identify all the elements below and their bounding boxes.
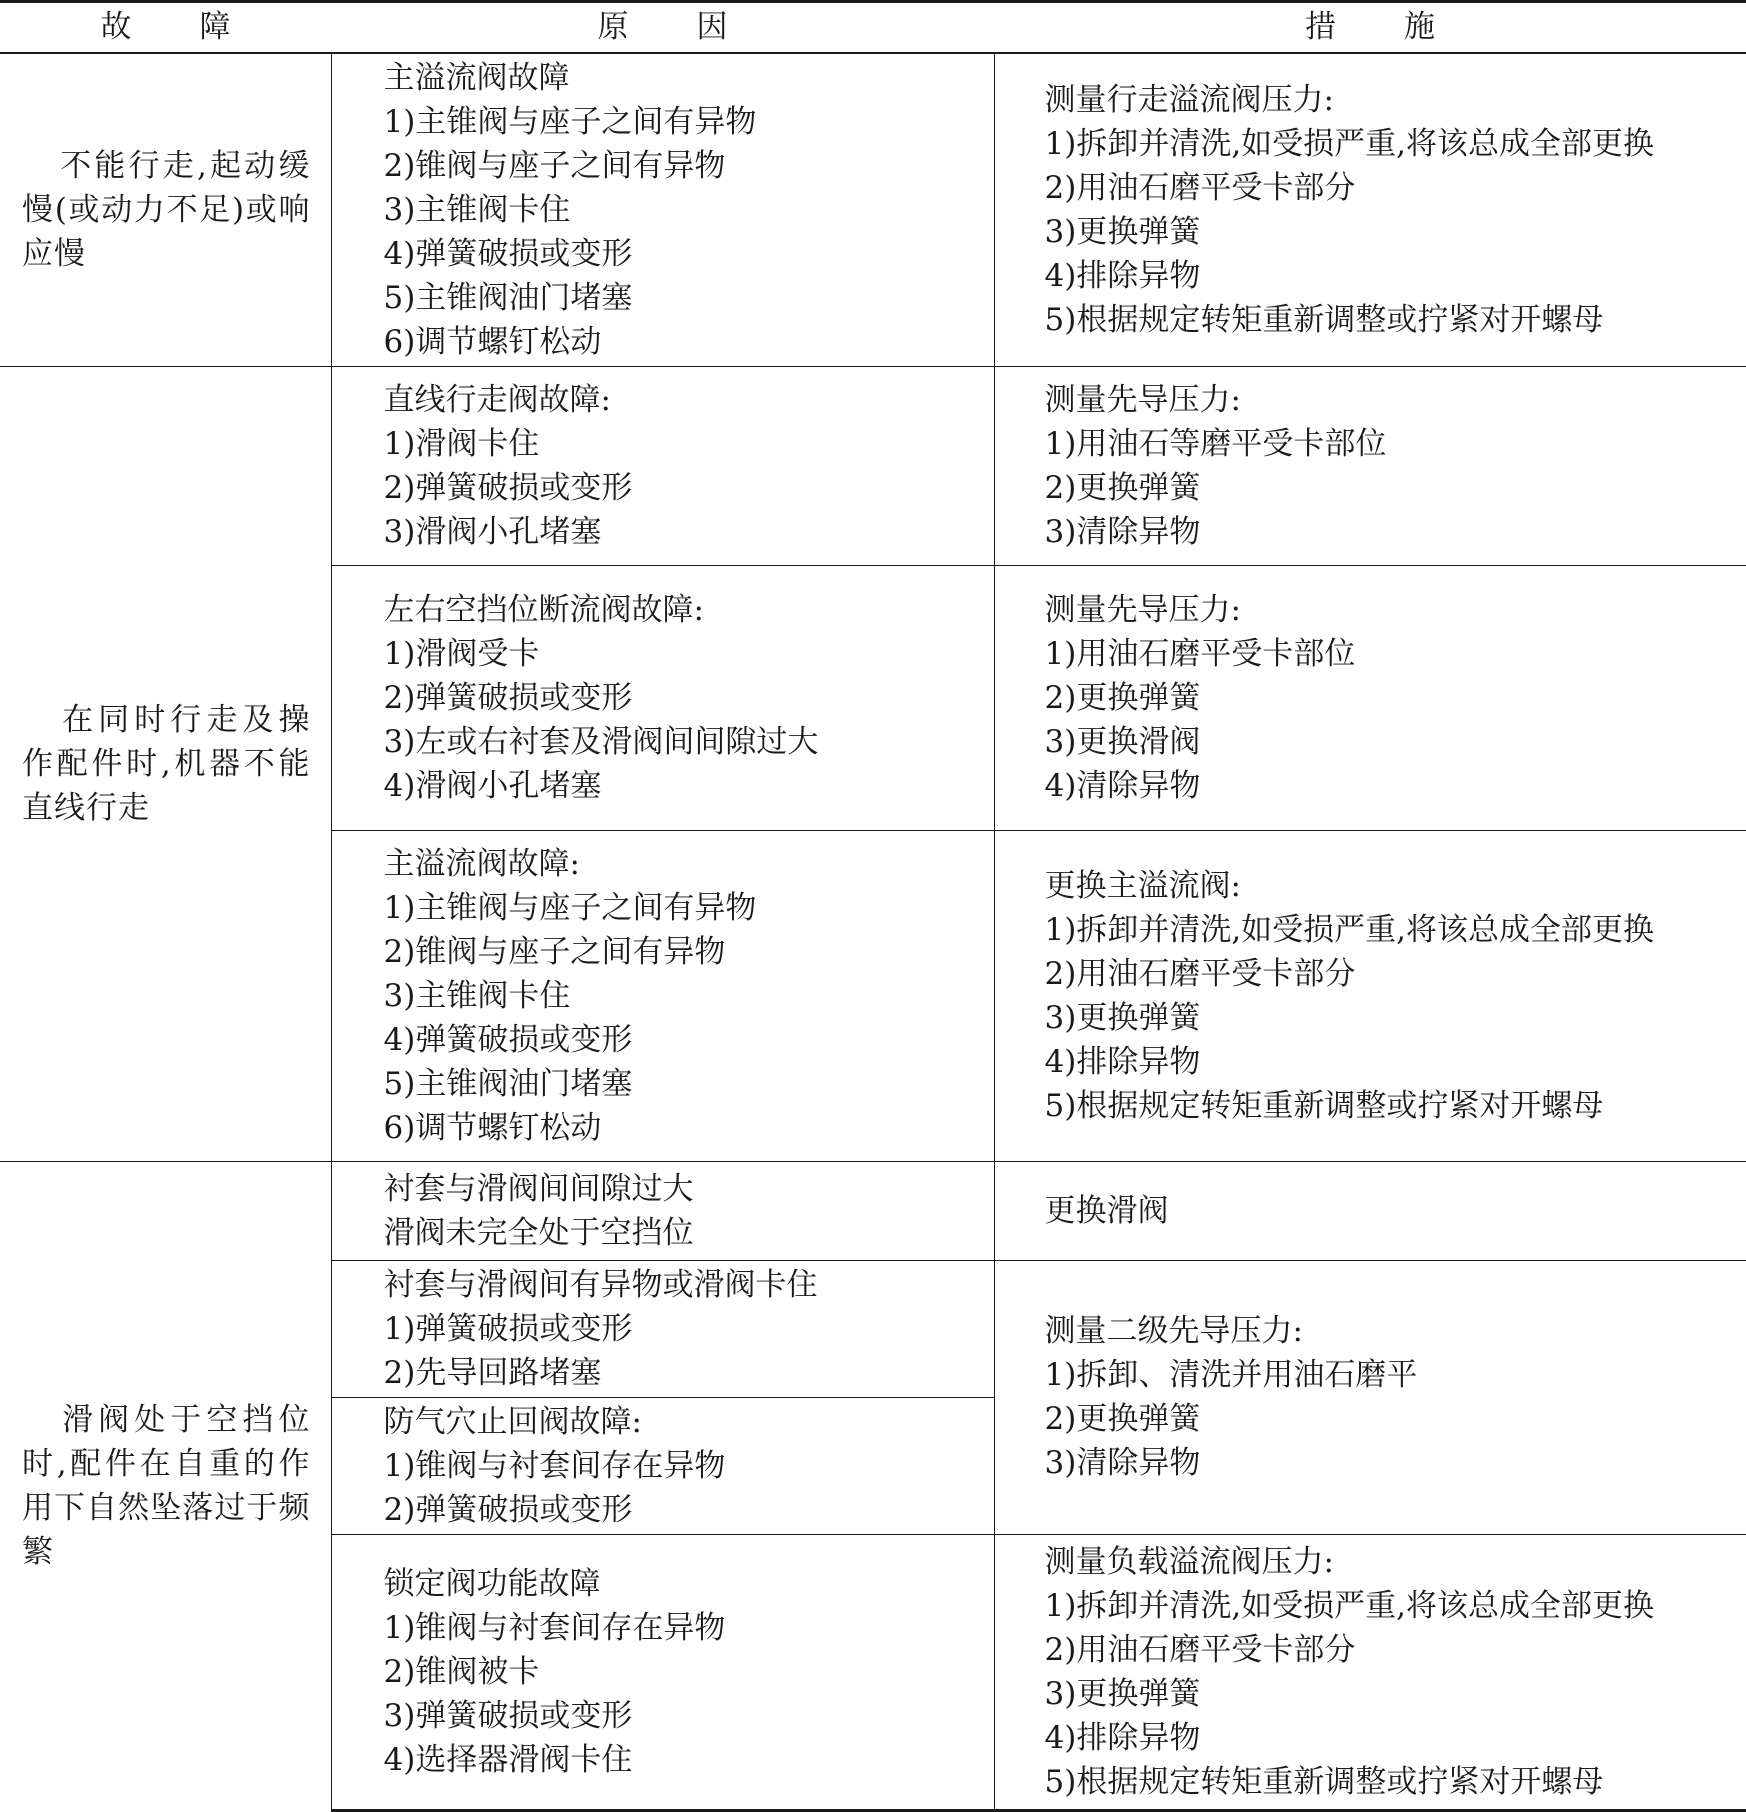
cause-line: 2)弹簧破损或变形 [384, 466, 994, 510]
measure-line: 3)清除异物 [1045, 1441, 1746, 1485]
measure-line: 2)更换弹簧 [1045, 1397, 1746, 1441]
measure-line: 2)更换弹簧 [1045, 676, 1746, 720]
cause-line: 防气穴止回阀故障: [384, 1400, 994, 1444]
cause-line: 5)主锥阀油门堵塞 [384, 1062, 994, 1106]
measure-line: 2)用油石磨平受卡部分 [1045, 1628, 1746, 1672]
measure-line: 1)拆卸并清洗,如受损严重,将该总成全部更换 [1045, 908, 1746, 952]
cause-line: 3)滑阀小孔堵塞 [384, 510, 994, 554]
measure-line: 5)根据规定转矩重新调整或拧紧对开螺母 [1045, 1760, 1746, 1804]
measure-line: 5)根据规定转矩重新调整或拧紧对开螺母 [1045, 1084, 1746, 1128]
cause-line: 6)调节螺钉松动 [384, 320, 994, 364]
measure-line: 测量先导压力: [1045, 378, 1746, 422]
cause-line: 锁定阀功能故障 [384, 1562, 994, 1606]
cause-line: 直线行走阀故障: [384, 378, 994, 422]
cause-line: 3)主锥阀卡住 [384, 974, 994, 1018]
measure-line: 1)拆卸并清洗,如受损严重,将该总成全部更换 [1045, 122, 1746, 166]
cause-line: 3)主锥阀卡住 [384, 188, 994, 232]
cause-cell [331, 1260, 994, 1397]
cause-line: 2)先导回路堵塞 [384, 1351, 994, 1395]
cause-line: 滑阀未完全处于空挡位 [384, 1211, 994, 1255]
measure-cell [994, 53, 1746, 367]
cause-line: 4)选择器滑阀卡住 [384, 1738, 994, 1782]
measure-line: 4)排除异物 [1045, 1040, 1746, 1084]
cause-line: 衬套与滑阀间有异物或滑阀卡住 [384, 1263, 994, 1307]
measure-line: 3)更换弹簧 [1045, 210, 1746, 254]
cause-line: 2)锥阀被卡 [384, 1650, 994, 1694]
measure-cell [994, 1260, 1746, 1534]
measure-line: 测量负载溢流阀压力: [1045, 1540, 1746, 1584]
measure-cell [994, 1161, 1746, 1260]
cause-line: 6)调节螺钉松动 [384, 1106, 994, 1150]
cause-line: 1)弹簧破损或变形 [384, 1307, 994, 1351]
table-row [0, 53, 1746, 367]
cause-line: 2)弹簧破损或变形 [384, 676, 994, 720]
measure-line: 2)更换弹簧 [1045, 466, 1746, 510]
measure-line: 2)用油石磨平受卡部分 [1045, 952, 1746, 996]
cause-line: 1)锥阀与衬套间存在异物 [384, 1444, 994, 1488]
fault-text: 滑阀处于空挡位时,配件在自重的作用下自然坠落过于频繁 [22, 1402, 311, 1570]
header-cause: 原因 [331, 2, 994, 53]
measure-line: 测量先导压力: [1045, 588, 1746, 632]
fault-text: 不能行走,起动缓慢(或动力不足)或响应慢 [22, 148, 311, 272]
cause-line: 5)主锥阀油门堵塞 [384, 276, 994, 320]
measure-line: 测量行走溢流阀压力: [1045, 78, 1746, 122]
cause-cell [331, 366, 994, 565]
cause-line: 2)锥阀与座子之间有异物 [384, 144, 994, 188]
measure-line: 5)根据规定转矩重新调整或拧紧对开螺母 [1045, 298, 1746, 342]
measure-line: 2)用油石磨平受卡部分 [1045, 166, 1746, 210]
cause-cell [331, 1534, 994, 1810]
cause-cell [331, 1397, 994, 1534]
cause-line: 3)弹簧破损或变形 [384, 1694, 994, 1738]
cause-line: 1)主锥阀与座子之间有异物 [384, 886, 994, 930]
cause-cell [331, 53, 994, 367]
table-body [0, 53, 1746, 1811]
measure-line: 4)排除异物 [1045, 254, 1746, 298]
measure-cell [994, 366, 1746, 565]
cause-line: 4)弹簧破损或变形 [384, 232, 994, 276]
measure-line: 4)清除异物 [1045, 764, 1746, 808]
cause-line: 3)左或右衬套及滑阀间间隙过大 [384, 720, 994, 764]
cause-line: 衬套与滑阀间间隙过大 [384, 1167, 994, 1211]
cause-line: 4)滑阀小孔堵塞 [384, 764, 994, 808]
measure-line: 1)拆卸、清洗并用油石磨平 [1045, 1353, 1746, 1397]
fault-cell [0, 366, 331, 1161]
cause-line: 1)主锥阀与座子之间有异物 [384, 100, 994, 144]
cause-line: 1)滑阀受卡 [384, 632, 994, 676]
measure-line: 1)拆卸并清洗,如受损严重,将该总成全部更换 [1045, 1584, 1746, 1628]
fault-text: 在同时行走及操作配件时,机器不能直线行走 [22, 702, 311, 826]
fault-cell [0, 53, 331, 367]
cause-line: 主溢流阀故障: [384, 842, 994, 886]
measure-cell [994, 830, 1746, 1161]
measure-cell [994, 1534, 1746, 1810]
measure-line: 1)用油石磨平受卡部位 [1045, 632, 1746, 676]
measure-line: 3)清除异物 [1045, 510, 1746, 554]
cause-line: 4)弹簧破损或变形 [384, 1018, 994, 1062]
measure-line: 更换滑阀 [1045, 1189, 1746, 1233]
header-measure: 措施 [994, 2, 1746, 53]
cause-line: 1)锥阀与衬套间存在异物 [384, 1606, 994, 1650]
cause-line: 2)锥阀与座子之间有异物 [384, 930, 994, 974]
measure-line: 3)更换弹簧 [1045, 996, 1746, 1040]
measure-line: 更换主溢流阀: [1045, 864, 1746, 908]
cause-cell [331, 830, 994, 1161]
measure-line: 4)排除异物 [1045, 1716, 1746, 1760]
table-header [0, 2, 1746, 53]
cause-line: 主溢流阀故障 [384, 56, 994, 100]
cause-line: 左右空挡位断流阀故障: [384, 588, 994, 632]
table-row [0, 366, 1746, 565]
header-row [0, 2, 1746, 53]
measure-line: 测量二级先导压力: [1045, 1309, 1746, 1353]
cause-cell [331, 565, 994, 830]
header-fault: 故障 [0, 2, 331, 53]
cause-cell [331, 1161, 994, 1260]
cause-line: 2)弹簧破损或变形 [384, 1488, 994, 1532]
measure-cell [994, 565, 1746, 830]
cause-line: 1)滑阀卡住 [384, 422, 994, 466]
measure-line: 1)用油石等磨平受卡部位 [1045, 422, 1746, 466]
fault-cell [0, 1161, 331, 1810]
measure-line: 3)更换滑阀 [1045, 720, 1746, 764]
measure-line: 3)更换弹簧 [1045, 1672, 1746, 1716]
table-row [0, 1161, 1746, 1260]
